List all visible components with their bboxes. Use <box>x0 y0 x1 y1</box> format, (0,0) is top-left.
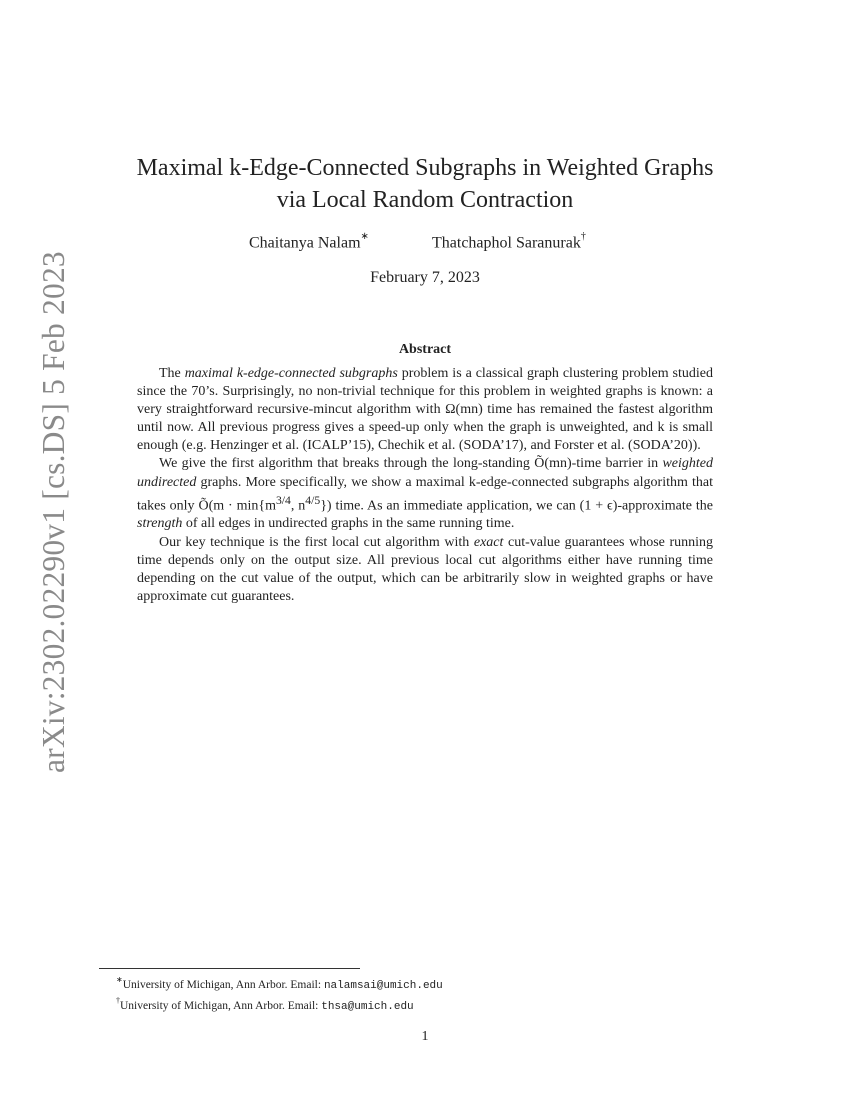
footnote-1 <box>116 973 756 994</box>
author-2-name: Thatchaphol Saranurak <box>432 234 581 252</box>
abstract-p2-superscript-1: 3/4 <box>275 493 291 507</box>
abstract-p3-emphasis-1: exact <box>473 534 504 550</box>
publication-date: February 7, 2023 <box>370 269 480 286</box>
abstract-p2-text-4: }) time. As an immediate application, we can (1 + ϵ)-approximate the <box>320 498 714 514</box>
author-1 <box>249 233 369 252</box>
abstract-p3-text-2: cut-value guarantees whose running time depends only on the output size. All previous local cut algorithms either have running time depending on the cut value of the output, which can be arbitrarily slow in weighted graphs or have approximate cut guarantees. <box>137 534 713 604</box>
footnote-1-mark: ∗ <box>116 975 123 984</box>
arxiv-identifier-stamp: arXiv:2302.02290v1 [cs.DS] 5 Feb 2023 <box>36 251 71 773</box>
abstract-paragraph-2 <box>137 455 713 533</box>
footnote-2-mark: † <box>116 995 120 1005</box>
footnote-2 <box>116 994 756 1015</box>
abstract-p3-text-1: Our key technique is the first local cut algorithm with <box>159 534 474 550</box>
abstract-p2-text-2: graphs. More specifically, we show a maximal k-edge-connected subgraphs algorithm that takes only Õ(m · min{m <box>137 474 713 514</box>
abstract-paragraph-1 <box>137 365 713 455</box>
page-number: 1 <box>421 1029 429 1044</box>
abstract-p2-emphasis-2: strength <box>137 516 183 532</box>
abstract-p1-text-2: problem is a classical graph clustering problem studied since the 70’s. Surprisingly, no non-trivial technique for this problem in weighted graphs is known: a very straightforward recursive-mincut algorithm with Ω(mn) time has remained the fastest algorithm until now. All previous progress gives a speed-up only when the graph is unweighted, and k is small enough (e.g. Henzinger et al. (ICALP’15), Chechik et al. (SODA’17), and Forster et al. (SODA’20)). <box>137 366 713 454</box>
abstract-p2-text-5: of all edges in undirected graphs in the same running time. <box>182 516 515 532</box>
footnotes <box>116 973 756 1015</box>
abstract-heading: Abstract <box>398 342 452 357</box>
author-2 <box>432 233 586 252</box>
abstract-p2-superscript-2: 4/5 <box>305 493 321 507</box>
author-1-footnote-mark: ∗ <box>360 231 369 242</box>
footnote-1-email-link[interactable]: nalamsai@umich.edu <box>323 979 443 992</box>
footnote-2-email-link[interactable]: thsa@umich.edu <box>321 1000 414 1013</box>
author-2-footnote-mark: † <box>580 231 586 242</box>
footnote-2-text: University of Michigan, Ann Arbor. Email: <box>120 999 322 1012</box>
abstract-p2-text-1: We give the first algorithm that breaks through the long-standing Õ(mn)-time barrier in <box>159 456 663 472</box>
abstract-p2-emphasis-1: weighted undirected <box>137 456 713 490</box>
abstract-p1-emphasis-1: maximal k-edge-connected subgraphs <box>184 366 398 381</box>
title-line-2: via Local Random Contraction <box>276 187 574 213</box>
paper-title <box>120 152 730 216</box>
title-line-1: Maximal k-Edge-Connected Subgraphs in Weighted Graphs <box>136 155 714 181</box>
abstract-p1-text-1: The <box>159 366 185 381</box>
footnote-1-text: University of Michigan, Ann Arbor. Email: <box>122 978 324 991</box>
footnote-divider <box>99 968 360 969</box>
abstract-paragraph-3 <box>137 534 713 606</box>
abstract-p2-text-3: , n <box>290 498 306 514</box>
abstract-body <box>137 365 713 606</box>
author-1-name: Chaitanya Nalam <box>249 234 361 252</box>
